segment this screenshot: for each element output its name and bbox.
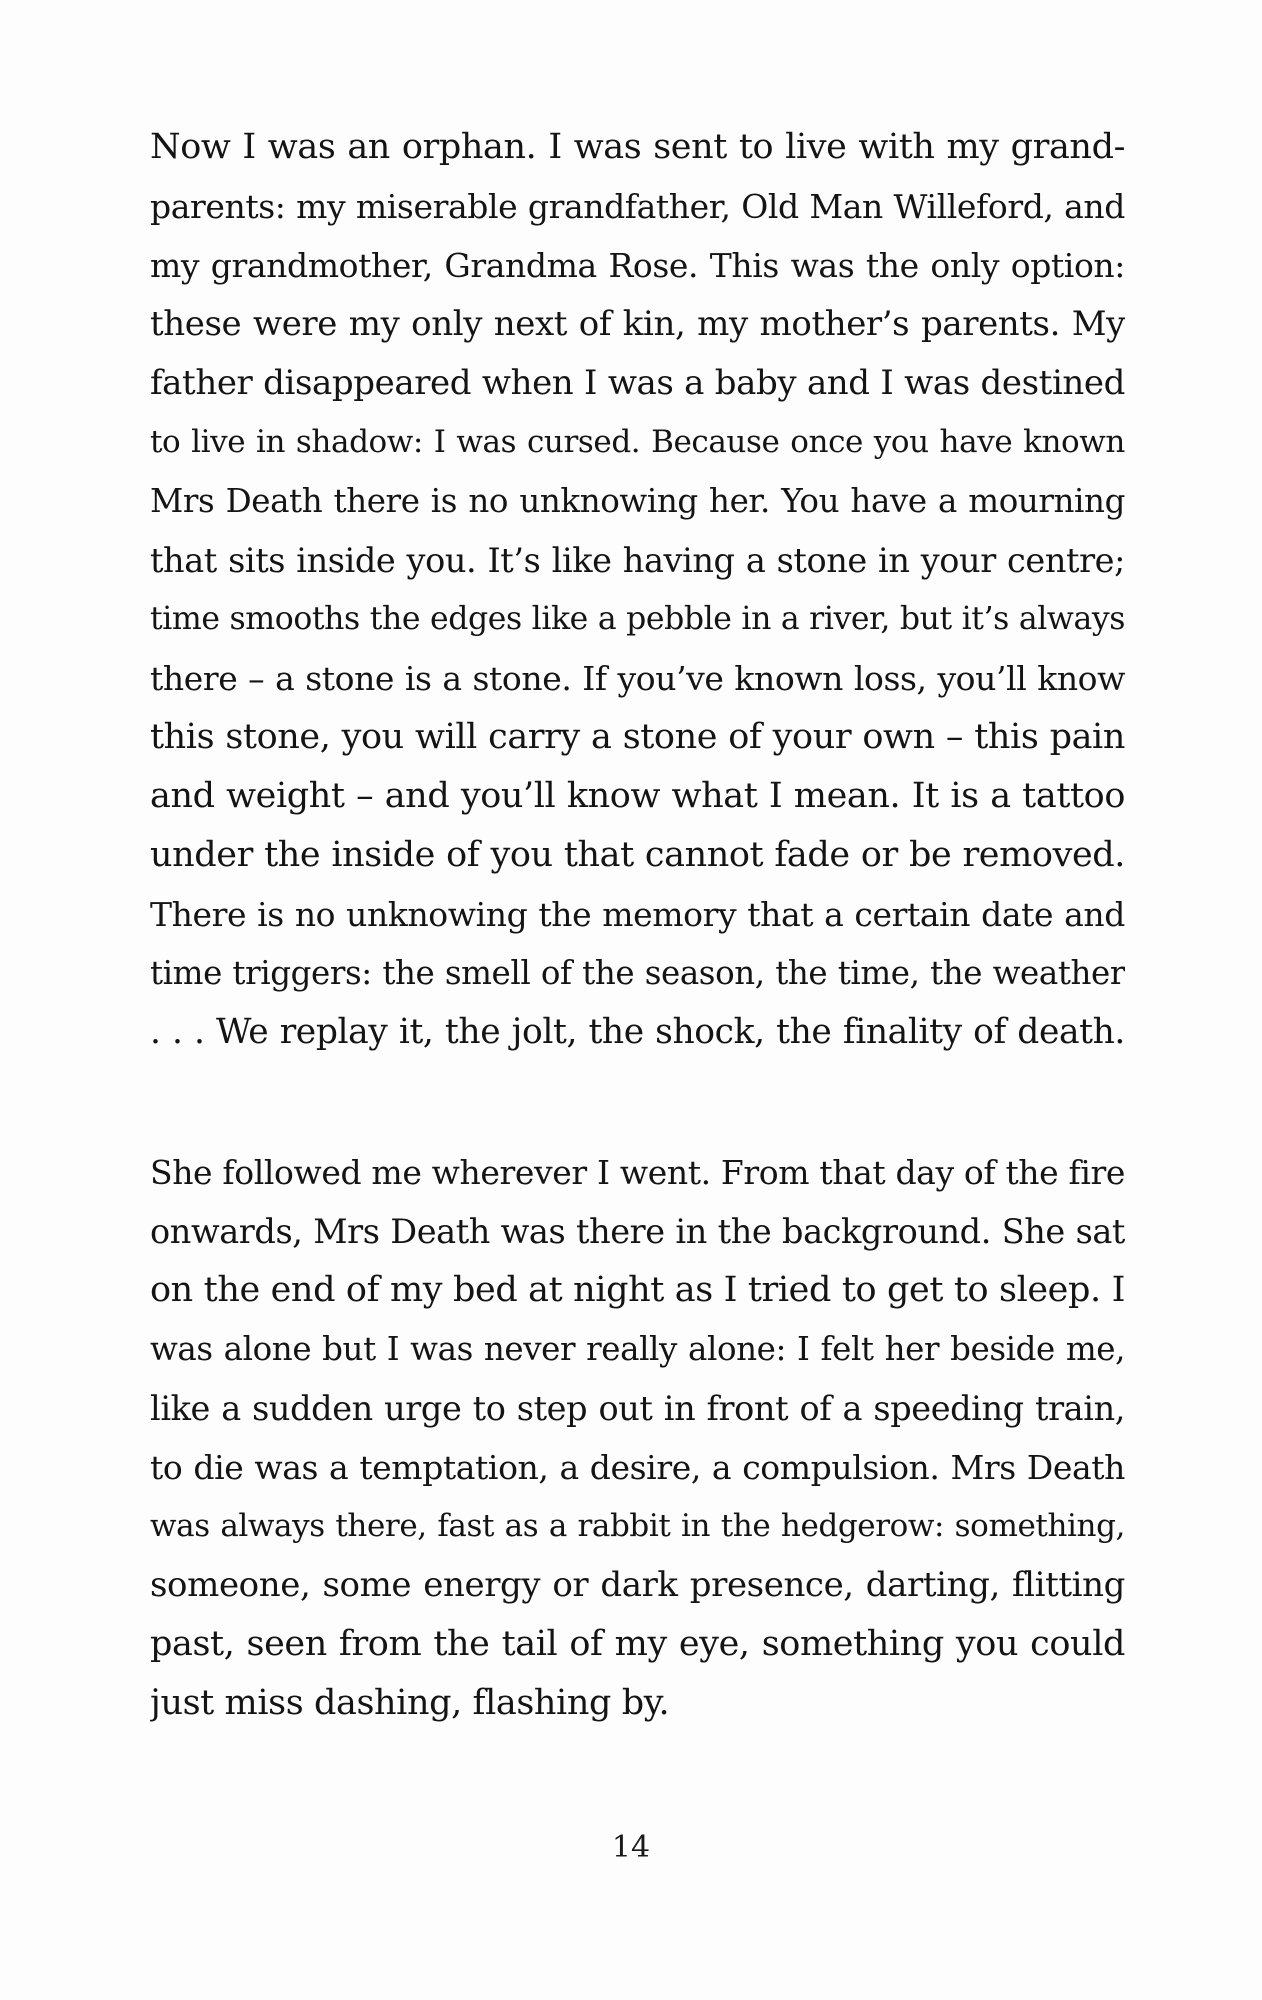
text-line: under the inside of you that cannot fade or be removed.	[150, 835, 1125, 875]
text-line: my grandmother, Grandma Rose. This was the only option:	[150, 246, 1125, 285]
text-line: someone, some energy or dark presence, darting, flitting	[150, 1565, 1125, 1605]
text-line: father disappeared when I was a baby and I was destined	[150, 363, 1125, 403]
text-line: She followed me wherever I went. From that day of the fire	[150, 1153, 1125, 1192]
text-line: past, seen from the tail of my eye, something you could	[150, 1624, 1125, 1664]
text-line: there – a stone is a stone. If you’ve known loss, you’ll know	[150, 659, 1125, 698]
text-line: onwards, Mrs Death was there in the background. She sat	[150, 1212, 1125, 1251]
text-line: was alone but I was never really alone: I felt her beside me,	[150, 1330, 1125, 1368]
text-line: that sits inside you. It’s like having a stone in your centre;	[150, 541, 1125, 580]
paragraph-2	[150, 1143, 1125, 1733]
paragraph-1	[150, 118, 1125, 1062]
text-line: Now I was an orphan. I was sent to live with my grand-	[150, 127, 1125, 167]
text-line: just miss dashing, flashing by.	[150, 1683, 670, 1723]
page-number: 14	[611, 1830, 651, 1865]
text-line: Mrs Death there is no unknowing her. You have a mourning	[150, 482, 1125, 520]
text-line: parents: my miserable grandfather, Old Man Willeford, and	[150, 187, 1125, 226]
text-line: time triggers: the smell of the season, the time, the weather	[150, 954, 1125, 992]
text-line: like a sudden urge to step out in front of a speeding train,	[150, 1389, 1125, 1428]
text-line: to die was a temptation, a desire, a compulsion. Mrs Death	[150, 1448, 1125, 1487]
text-line: this stone, you will carry a stone of your own – this pain	[150, 717, 1125, 757]
text-line: these were my only next of kin, my mother’s parents. My	[150, 304, 1125, 344]
text-line: to live in shadow: I was cursed. Because once you have known	[150, 424, 1125, 460]
text-line: time smooths the edges like a pebble in a river, but it’s always	[150, 601, 1125, 637]
text-line: on the end of my bed at night as I tried to get to sleep. I	[150, 1270, 1125, 1310]
text-line: There is no unknowing the memory that a certain date and	[150, 895, 1125, 934]
text-line: . . . We replay it, the jolt, the shock, the finality of death.	[150, 1012, 1125, 1052]
text-line: was always there, fast as a rabbit in the hedgerow: something,	[150, 1508, 1125, 1544]
text-line: and weight – and you’ll know what I mean. It is a tattoo	[150, 776, 1125, 816]
